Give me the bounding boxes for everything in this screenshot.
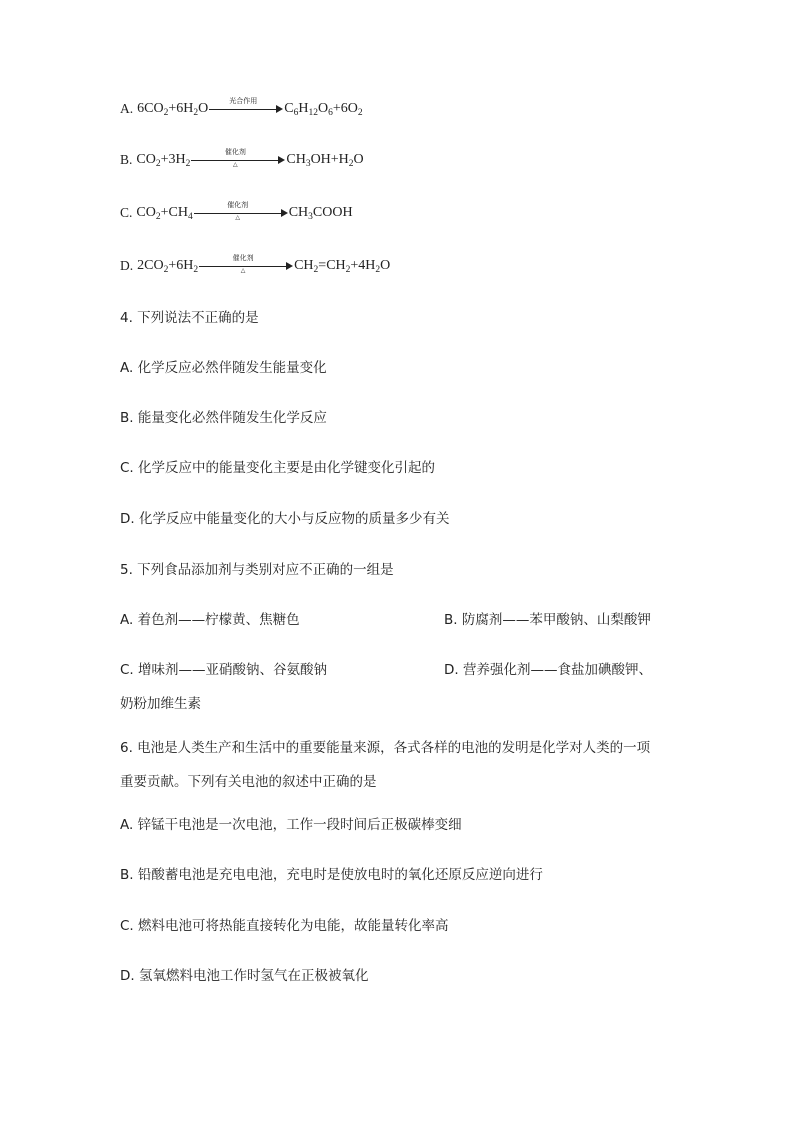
formula-text: OH+H — [310, 152, 349, 167]
formula-text: CO — [136, 205, 156, 220]
formula-subscript: 2 — [185, 159, 191, 169]
option-label: C. — [120, 205, 133, 220]
formula-subscript: 2 — [193, 108, 199, 118]
arrow-condition-above: 催化剂 — [227, 201, 249, 209]
formula-text: O — [380, 258, 391, 273]
reaction-reactants — [137, 99, 208, 119]
formula-subscript: 2 — [357, 108, 363, 118]
reaction-products — [289, 203, 353, 223]
arrow-condition-below: △ — [233, 161, 238, 168]
reaction-products — [284, 99, 362, 119]
formula-text: CO — [136, 152, 156, 167]
question-5-option-c: C. 增味剂——亚硝酸钠、谷氨酸钠 — [120, 662, 328, 678]
reaction-reactants — [136, 203, 192, 223]
arrow-condition-above: 催化剂 — [224, 148, 246, 156]
formula-text: CH — [294, 258, 314, 273]
formula-text: COOH — [312, 205, 353, 220]
reaction-reactants — [136, 150, 190, 170]
reaction-option-a — [120, 99, 363, 119]
formula-text: CH — [286, 152, 306, 167]
question-5-option-d-continued: 奶粉加维生素 — [120, 696, 201, 712]
reaction-option-d — [120, 256, 390, 276]
formula-subscript: 2 — [313, 265, 319, 275]
reaction-products — [294, 256, 390, 276]
formula-subscript: 2 — [193, 265, 199, 275]
formula-text: +6H — [168, 101, 194, 116]
formula-subscript: 2 — [155, 212, 161, 222]
formula-subscript: 2 — [155, 159, 161, 169]
formula-text: +4H — [350, 258, 376, 273]
formula-text: 6CO — [137, 101, 164, 116]
formula-subscript: 2 — [163, 108, 169, 118]
question-6-option-a: A. 锌锰干电池是一次电池，工作一段时间后正极碳棒变细 — [120, 817, 462, 833]
question-4-option-c: C. 化学反应中的能量变化主要是由化学键变化引起的 — [120, 460, 436, 476]
formula-text: 2CO — [137, 258, 164, 273]
formula-text: CH — [288, 205, 309, 220]
formula-subscript: 2 — [348, 159, 354, 169]
question-6-stem: 6. 电池是人类生产和生活中的重要能量来源，各式各样的电池的发明是化学对人类的一项 — [120, 740, 651, 756]
formula-subscript: 12 — [308, 108, 318, 118]
formula-subscript: 6 — [293, 108, 299, 118]
reaction-arrow-icon — [194, 203, 288, 223]
formula-text: O — [353, 152, 364, 167]
arrow-condition-above: 催化剂 — [232, 254, 254, 262]
question-4-option-d: D. 化学反应中能量变化的大小与反应物的质量多少有关 — [120, 511, 450, 527]
formula-subscript: 2 — [345, 265, 351, 275]
reaction-option-c — [120, 203, 353, 223]
formula-text: C — [284, 101, 294, 116]
question-5-option-a: A. 着色剂——柠檬黄、焦糖色 — [120, 612, 300, 628]
question-4-option-b: B. 能量变化必然伴随发生化学反应 — [120, 410, 327, 426]
option-label: A. — [120, 101, 134, 116]
question-6-option-b: B. 铅酸蓄电池是充电电池，充电时是使放电时的氧化还原反应逆向进行 — [120, 867, 543, 883]
formula-text: O — [317, 101, 329, 116]
formula-subscript: 4 — [187, 212, 193, 222]
reaction-products — [286, 150, 363, 170]
arrow-condition-above: 光合作用 — [229, 97, 258, 105]
formula-subscript: 2 — [375, 265, 381, 275]
option-label: D. — [120, 258, 134, 273]
formula-text: =CH — [318, 258, 346, 273]
reaction-arrow-icon — [191, 150, 285, 170]
question-6-option-c: C. 燃料电池可将热能直接转化为电能，故能量转化率高 — [120, 918, 449, 934]
question-6-stem-continued: 重要贡献。下列有关电池的叙述中正确的是 — [120, 774, 377, 790]
formula-text: +6H — [168, 258, 194, 273]
arrow-condition-below: △ — [235, 214, 240, 221]
formula-text: +6O — [332, 101, 358, 116]
question-4-stem: 4. 下列说法不正确的是 — [120, 310, 259, 326]
formula-text: O — [198, 101, 209, 116]
formula-text: +CH — [160, 205, 188, 220]
question-5-option-d: D. 营养强化剂——食盐加碘酸钾、 — [444, 662, 652, 678]
reaction-option-b — [120, 150, 364, 170]
question-6-option-d: D. 氢氧燃料电池工作时氢气在正极被氧化 — [120, 968, 369, 984]
formula-subscript: 6 — [328, 108, 333, 118]
question-5-stem: 5. 下列食品添加剂与类别对应不正确的一组是 — [120, 562, 394, 578]
formula-subscript: 2 — [163, 265, 169, 275]
formula-subscript: 3 — [305, 159, 311, 169]
reaction-arrow-icon — [209, 99, 283, 119]
question-5-option-b: B. 防腐剂——苯甲酸钠、山梨酸钾 — [444, 612, 651, 628]
reaction-reactants — [137, 256, 198, 276]
question-4-option-a: A. 化学反应必然伴随发生能量变化 — [120, 360, 327, 376]
formula-text: +3H — [160, 152, 186, 167]
reaction-arrow-icon — [199, 256, 293, 276]
arrow-condition-below: △ — [240, 267, 246, 274]
formula-text: H — [298, 101, 309, 116]
option-label: B. — [120, 152, 133, 167]
formula-subscript: 3 — [308, 212, 313, 222]
